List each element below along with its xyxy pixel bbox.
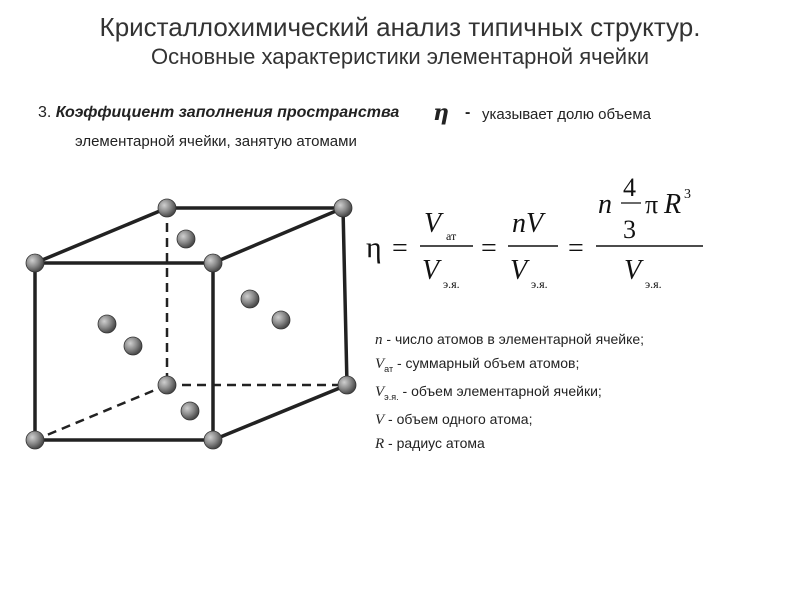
frac3-four: 4	[623, 173, 636, 202]
legend-row	[375, 432, 644, 456]
symbol-legend	[375, 328, 644, 455]
cell-edge	[343, 208, 347, 385]
legend-text: - число атомов в элементарной ячейке;	[382, 331, 645, 347]
corner-atom	[334, 199, 352, 217]
frac1-num-sub: ат	[446, 229, 457, 243]
hidden-edge	[35, 385, 167, 440]
legend-row	[375, 380, 644, 408]
inner-atom	[124, 337, 142, 355]
point-term: Коэффициент заполнения пространства	[55, 104, 400, 121]
eta-symbol: η	[433, 100, 449, 126]
frac3-pi: π	[645, 190, 659, 219]
inner-atom	[177, 230, 195, 248]
inner-atom	[272, 311, 290, 329]
frac1-den-sub: э.я.	[443, 277, 460, 291]
inner-atom	[98, 315, 116, 333]
corner-atom	[158, 376, 176, 394]
cell-edge	[35, 208, 167, 263]
frac3-n: n	[598, 189, 612, 220]
frac2-den-V: V	[510, 255, 528, 286]
corner-atom	[338, 376, 356, 394]
legend-row	[375, 408, 644, 432]
formula-equals: =	[481, 233, 497, 264]
title-line-1: Кристаллохимический анализ типичных структур.	[99, 12, 701, 42]
corner-atom	[26, 254, 44, 272]
point-description-1: указывает долю объема	[482, 106, 651, 123]
legend-symbol: R	[375, 435, 385, 452]
point-dash: -	[465, 104, 471, 121]
legend-row	[375, 328, 644, 352]
legend-row	[375, 352, 644, 380]
legend-symbol: V	[375, 355, 385, 372]
point-number: 3.	[38, 104, 52, 121]
title-line-2: Основные характеристики элементарной ячейки	[150, 44, 650, 69]
frac3-R: R	[664, 189, 682, 220]
frac3-three: 3	[623, 215, 636, 244]
legend-symbol: V	[375, 383, 385, 400]
legend-text: - объем одного атома;	[384, 411, 533, 428]
corner-atom	[158, 199, 176, 217]
inner-atom	[181, 402, 199, 420]
legend-text: - суммарный объем атомов;	[393, 354, 580, 371]
legend-text: - объем элементарной ячейки;	[398, 382, 602, 399]
formula-equals: =	[392, 233, 408, 264]
corner-atom	[204, 431, 222, 449]
cell-edge	[213, 208, 343, 263]
cell-edge	[213, 385, 347, 440]
inner-atom	[241, 290, 259, 308]
frac2-num: nV	[512, 208, 544, 239]
formula-eta: η	[366, 231, 382, 264]
frac3-den-V: V	[624, 255, 642, 286]
point-description-2: элементарной ячейки, занятую атомами	[75, 133, 357, 150]
frac3-cube: 3	[684, 187, 691, 202]
legend-subscript: ат	[384, 363, 394, 374]
corner-atom	[26, 431, 44, 449]
point-heading	[38, 104, 399, 122]
legend-subscript: э.я.	[384, 391, 399, 402]
frac1-num-V: V	[424, 208, 442, 239]
frac3-den-sub: э.я.	[645, 277, 662, 291]
formula-equals: =	[568, 233, 584, 264]
legend-text: - радиус атома	[384, 434, 485, 451]
frac1-den-V: V	[422, 255, 440, 286]
corner-atom	[204, 254, 222, 272]
legend-symbol: V	[375, 412, 385, 429]
frac2-den-sub: э.я.	[531, 277, 548, 291]
legend-symbol: n	[375, 332, 383, 348]
